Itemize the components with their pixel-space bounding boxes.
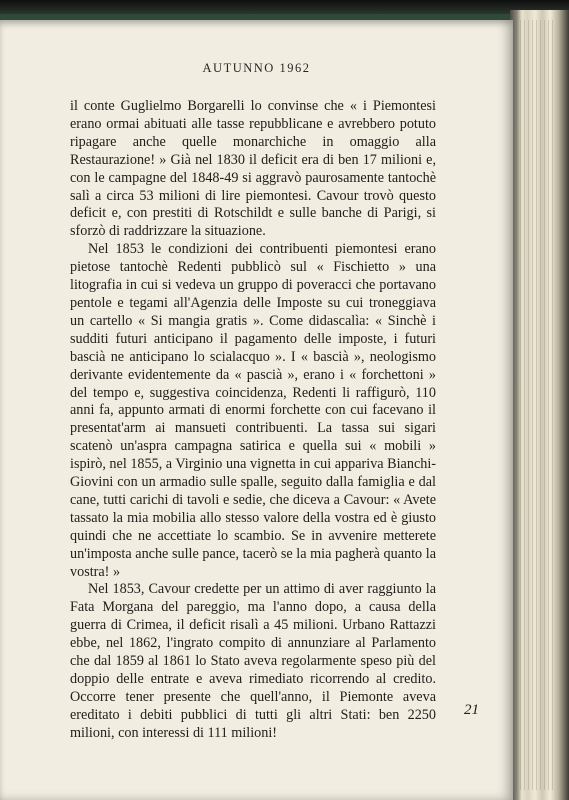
body-text xyxy=(70,98,436,743)
page-stack-lines xyxy=(516,20,556,790)
paragraph-2: Nel 1853 le condizioni dei contribuenti piemontesi erano pietose tantochè Redenti pubblicò sul « Fischietto » una litografia in cui si vedeva un gruppo di poveracci che portavano pentole e tegami all'Agenzia delle Imposte su cui troneggiava un cartello « Si mangia gratis ». Come didascalìa: « Sinchè i sudditi futuri anticipano il pagamento delle imposte, i futuri bascià ne anticipano lo scialacquo ». I « bascià », neologismo derivante evidentemente da « pascià », erano i « forchettoni » del tempo e, suggestiva coincidenza, Redenti li raffigurò, 110 anni fa, appunto armati di enormi forchette con cui facevano il presentat'arm ai mansueti contribuenti. La tassa sui sigari scatenò un'aspra campagna satirica e quella sui « mobili » ispirò, nel 1855, a Virginio una vignetta in cui appariva Bianchi-Giovini con un armadio sulle spalle, seguito dalla famiglia e dal cane, tutti carichi di tavoli e sedie, che diceva a Cavour: « Avete tassato la mia mobilia allo stesso valore della vostra ed è giusto quindi che ne accettiate lo scambio. Se in avvenire metterete un'imposta anche sulle pance, tacerò se la mia pagherà quanto la vostra! » xyxy=(70,241,436,580)
paragraph-1: il conte Guglielmo Borgarelli lo convinse che « i Piemontesi erano ormai abituati alle tasse repubblicane e avrebbero potuto ripagare anche quelle monarchiche in omaggio alla Restaurazione! » Già nel 1830 il deficit era di ben 17 milioni e, con le campagne del 1848-49 si aggravò paurosamente tantochè salì a circa 53 milioni di lire piemontesi. Cavour trovò questo deficit e, con prestiti di Rotschildt e sulle banche di Parigi, si sforzò di raddrizzare la situazione. xyxy=(70,98,436,240)
paragraph-3: Nel 1853, Cavour credette per un attimo di aver raggiunto la Fata Morgana del pareggio, ma l'anno dopo, a causa della guerra di Crimea, il deficit risalì a 45 milioni. Urbano Rattazzi ebbe, nel 1862, l'ingrato compito di annunziare al Parlamento che dal 1859 al 1861 lo Stato aveva regolarmente speso più del doppio delle entrate e aveva rimediato ricorrendo al credito. Occorre tener presente che quell'anno, il Piemonte aveva ereditato i debiti pubblici di tutti gli altri Stati: ben 2250 milioni, con interessi di 111 milioni! xyxy=(70,581,436,741)
book-page xyxy=(0,20,513,800)
page-number: 21 xyxy=(464,702,479,718)
running-head: AUTUNNO 1962 xyxy=(202,61,311,75)
